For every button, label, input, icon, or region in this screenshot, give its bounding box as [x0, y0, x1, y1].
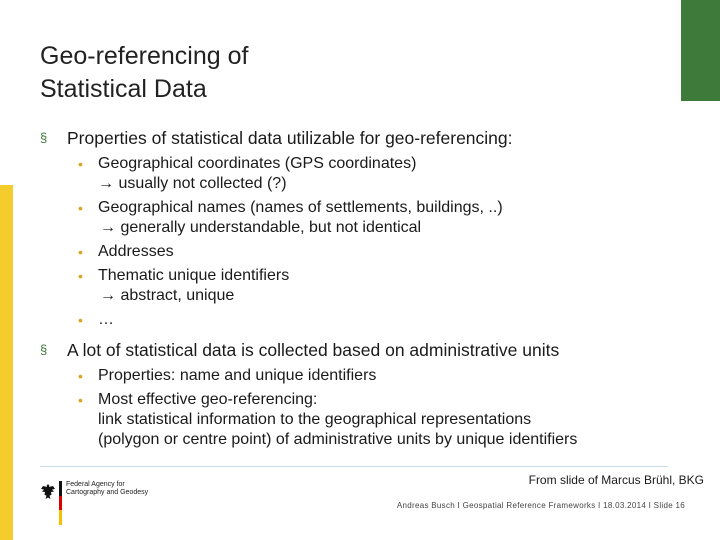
sub-bullet-text: …: [98, 311, 114, 328]
logo-text: [66, 481, 148, 497]
dot-bullet-icon: •: [78, 200, 83, 216]
dot-bullet-icon: •: [78, 312, 83, 328]
sub-bullet-note: → usually not collected (?): [98, 175, 287, 192]
sub-bullet-text-line-3: (polygon or centre point) of administrative units by unique identifiers: [98, 431, 578, 448]
slide-title: [40, 40, 600, 106]
bkg-logo: [40, 481, 160, 527]
title-line-2: Statistical Data: [40, 75, 207, 103]
slide-content: [40, 126, 670, 454]
sub-bullet-item: [67, 390, 670, 450]
dot-bullet-icon: •: [78, 392, 83, 408]
sub-bullet-text: Properties: name and unique identifiers: [98, 367, 377, 384]
sub-bullet-item: [67, 198, 670, 238]
sub-bullet-text-line-2: link statistical information to the geographical representations: [98, 411, 532, 428]
sub-bullet-item: [67, 310, 670, 330]
dot-bullet-icon: •: [78, 244, 83, 260]
sub-bullet-text: Most effective geo-referencing:: [98, 391, 318, 408]
sub-bullet-list: [67, 366, 670, 450]
bullet-text: A lot of statistical data is collected based on administrative units: [67, 340, 560, 360]
sub-bullet-item: [67, 366, 670, 386]
square-bullet-icon: §: [40, 130, 48, 145]
sub-bullet-text: Addresses: [98, 243, 174, 260]
sub-bullet-text: Thematic unique identifiers: [98, 267, 290, 284]
square-bullet-icon: §: [40, 342, 48, 357]
dot-bullet-icon: •: [78, 268, 83, 284]
corner-accent-bar: [681, 0, 720, 101]
sub-bullet-text: Geographical coordinates (GPS coordinates): [98, 155, 417, 172]
footer-divider: [40, 466, 668, 467]
sub-bullet-item: [67, 154, 670, 194]
german-flag-stripe: [59, 481, 62, 525]
footer-meta: Andreas Busch I Geospatial Reference Frameworks I 18.03.2014 I Slide 16: [396, 501, 685, 510]
dot-bullet-icon: •: [78, 368, 83, 384]
eagle-icon: [40, 483, 56, 501]
credit-text: From slide of Marcus Brühl, BKG: [528, 473, 704, 487]
sub-bullet-list: [67, 154, 670, 330]
sub-bullet-note: → generally understandable, but not identical: [100, 219, 422, 236]
logo-line-1: Federal Agency for: [66, 481, 125, 488]
main-bullet-list: [40, 126, 670, 450]
sub-bullet-note: → abstract, unique: [100, 287, 235, 304]
sub-bullet-item: [67, 242, 670, 262]
side-accent-bar: [0, 185, 13, 540]
dot-bullet-icon: •: [78, 156, 83, 172]
main-bullet-item: [40, 338, 670, 450]
main-bullet-item: [40, 126, 670, 330]
sub-bullet-item: [67, 266, 670, 306]
title-line-1: Geo-referencing of: [40, 42, 249, 70]
logo-line-2: Cartography and Geodesy: [66, 489, 149, 496]
sub-bullet-text: Geographical names (names of settlements, buildings, ..): [98, 199, 503, 216]
bullet-text: Properties of statistical data utilizable for geo-referencing:: [67, 128, 513, 148]
